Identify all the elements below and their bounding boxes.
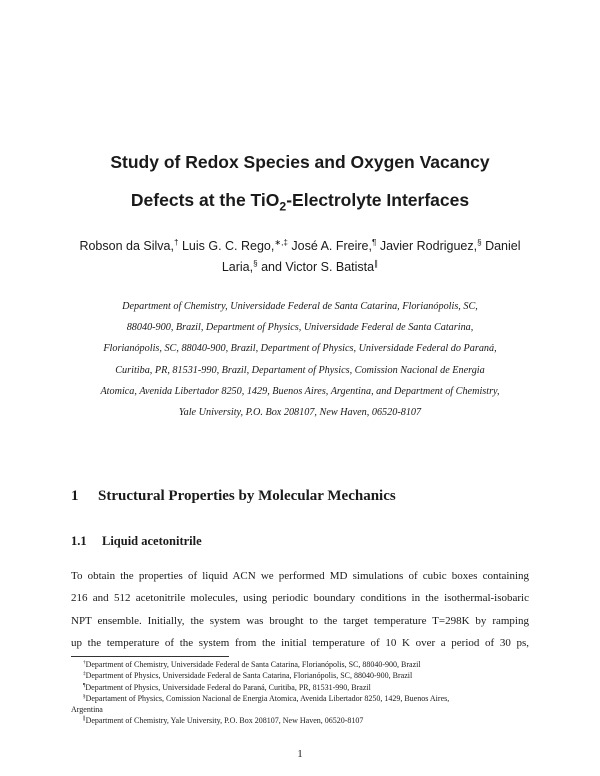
subsection-number: 1.1 (71, 534, 87, 548)
body-paragraph (71, 565, 529, 655)
footnote-text: Department of Physics, Universidade Federal do Paraná, Curitiba, PR, 81531-990, Brazil (85, 682, 371, 692)
author-name: Laria, (221, 260, 254, 274)
title-text-pre: Defects at the TiO (130, 190, 280, 210)
title-subscript: 2 (279, 199, 287, 214)
author-mark: § (477, 237, 482, 247)
footnote-text: Department of Chemistry, Universidade Federal de Santa Catarina, Florianópolis, SC, 88040-900, Brazil (85, 660, 421, 669)
author-list (60, 236, 540, 278)
author-name: Javier Rodriguez, (376, 239, 478, 253)
section-title: Structural Properties by Molecular Mechanics (98, 488, 396, 504)
author-mark: † (173, 237, 179, 247)
footnote (71, 715, 529, 726)
footnote (71, 659, 529, 670)
author-line-1 (60, 236, 540, 257)
footnotes (71, 659, 529, 727)
paper-title-line-2 (60, 190, 540, 214)
author-name: Luis G. C. Rego, (178, 239, 275, 253)
subsection-title: Liquid acetonitrile (102, 534, 202, 548)
author-line-2 (60, 257, 540, 278)
page-number: 1 (297, 748, 303, 760)
affiliation-line: Yale University, P.O. Box 208107, New Haven, 06520-8107 (178, 407, 422, 419)
footnote-mark: § (83, 693, 86, 700)
affiliation-line: Florianópolis, SC, 88040-900, Brazil, Department of Physics, Universidade Federal do Paraná, (103, 343, 497, 355)
affiliation-line: 88040-900, Brazil, Department of Physics, Universidade Federal de Santa Catarina, (126, 322, 474, 334)
footnote-mark: ∥ (83, 715, 86, 722)
paragraph-line: 216 and 512 acetonitrile molecules, using periodic boundary conditions in the isothermal-isobaric (71, 592, 529, 605)
footnote-text: Department of Physics, Universidade Federal de Santa Catarina, Florianópolis, SC, 88040-900, Brazil (85, 671, 413, 681)
subsection-heading (71, 534, 202, 549)
footnote-mark: † (83, 659, 86, 666)
footnote (71, 682, 529, 693)
author-mark: § (253, 258, 258, 268)
affiliation-line: Department of Chemistry, Universidade Federal de Santa Catarina, Florianópolis, SC, (122, 301, 478, 312)
footnote-rule (71, 656, 229, 657)
section-number: 1 (71, 488, 79, 504)
author-mark: ∗,‡ (274, 237, 288, 247)
footnote-continuation: Argentina (71, 705, 103, 715)
paragraph-line: To obtain the properties of liquid ACN we performed MD simulations of cubic boxes containing (71, 570, 529, 582)
affiliations (60, 296, 540, 423)
affiliation-line: Atomica, Avenida Libertador 8250, 1429, Buenos Aires, Argentina, and Department of Chemistry, (100, 385, 500, 397)
author-name: Daniel (481, 239, 521, 253)
author-mark: ¶ (371, 237, 377, 247)
affiliation-line: Curitiba, PR, 81531-990, Brazil, Departament of Physics, Comission Nacional de Energia (115, 364, 485, 376)
section-heading (71, 488, 396, 505)
footnote (71, 693, 529, 704)
footnote (71, 670, 529, 681)
footnote-text: Department of Chemistry, Yale University, P.O. Box 208107, New Haven, 06520-8107 (85, 716, 364, 726)
author-name: José A. Freire, (287, 239, 372, 253)
paragraph-line: up the temperature of the system from the initial temperature of 10 K over a period of 30 ps, (71, 637, 529, 650)
paragraph-line: NPT ensemble. Initially, the system was brought to the target temperature T=298K by ramping (71, 614, 529, 627)
footnote-mark: ¶ (83, 681, 86, 688)
paper-title-line-1: Study of Redox Species and Oxygen Vacancy (110, 152, 490, 172)
footnote-text: Departament of Physics, Comission Nacional de Energia Atomica, Avenida Libertador 8250, 1429, Buenos Aires, (85, 693, 450, 703)
footnote-mark: ‡ (83, 670, 86, 677)
author-mark: ∥ (374, 258, 379, 268)
author-name: and Victor S. Batista (257, 260, 375, 274)
title-text-post: -Electrolyte Interfaces (286, 190, 470, 210)
author-name: Robson da Silva, (79, 239, 174, 253)
